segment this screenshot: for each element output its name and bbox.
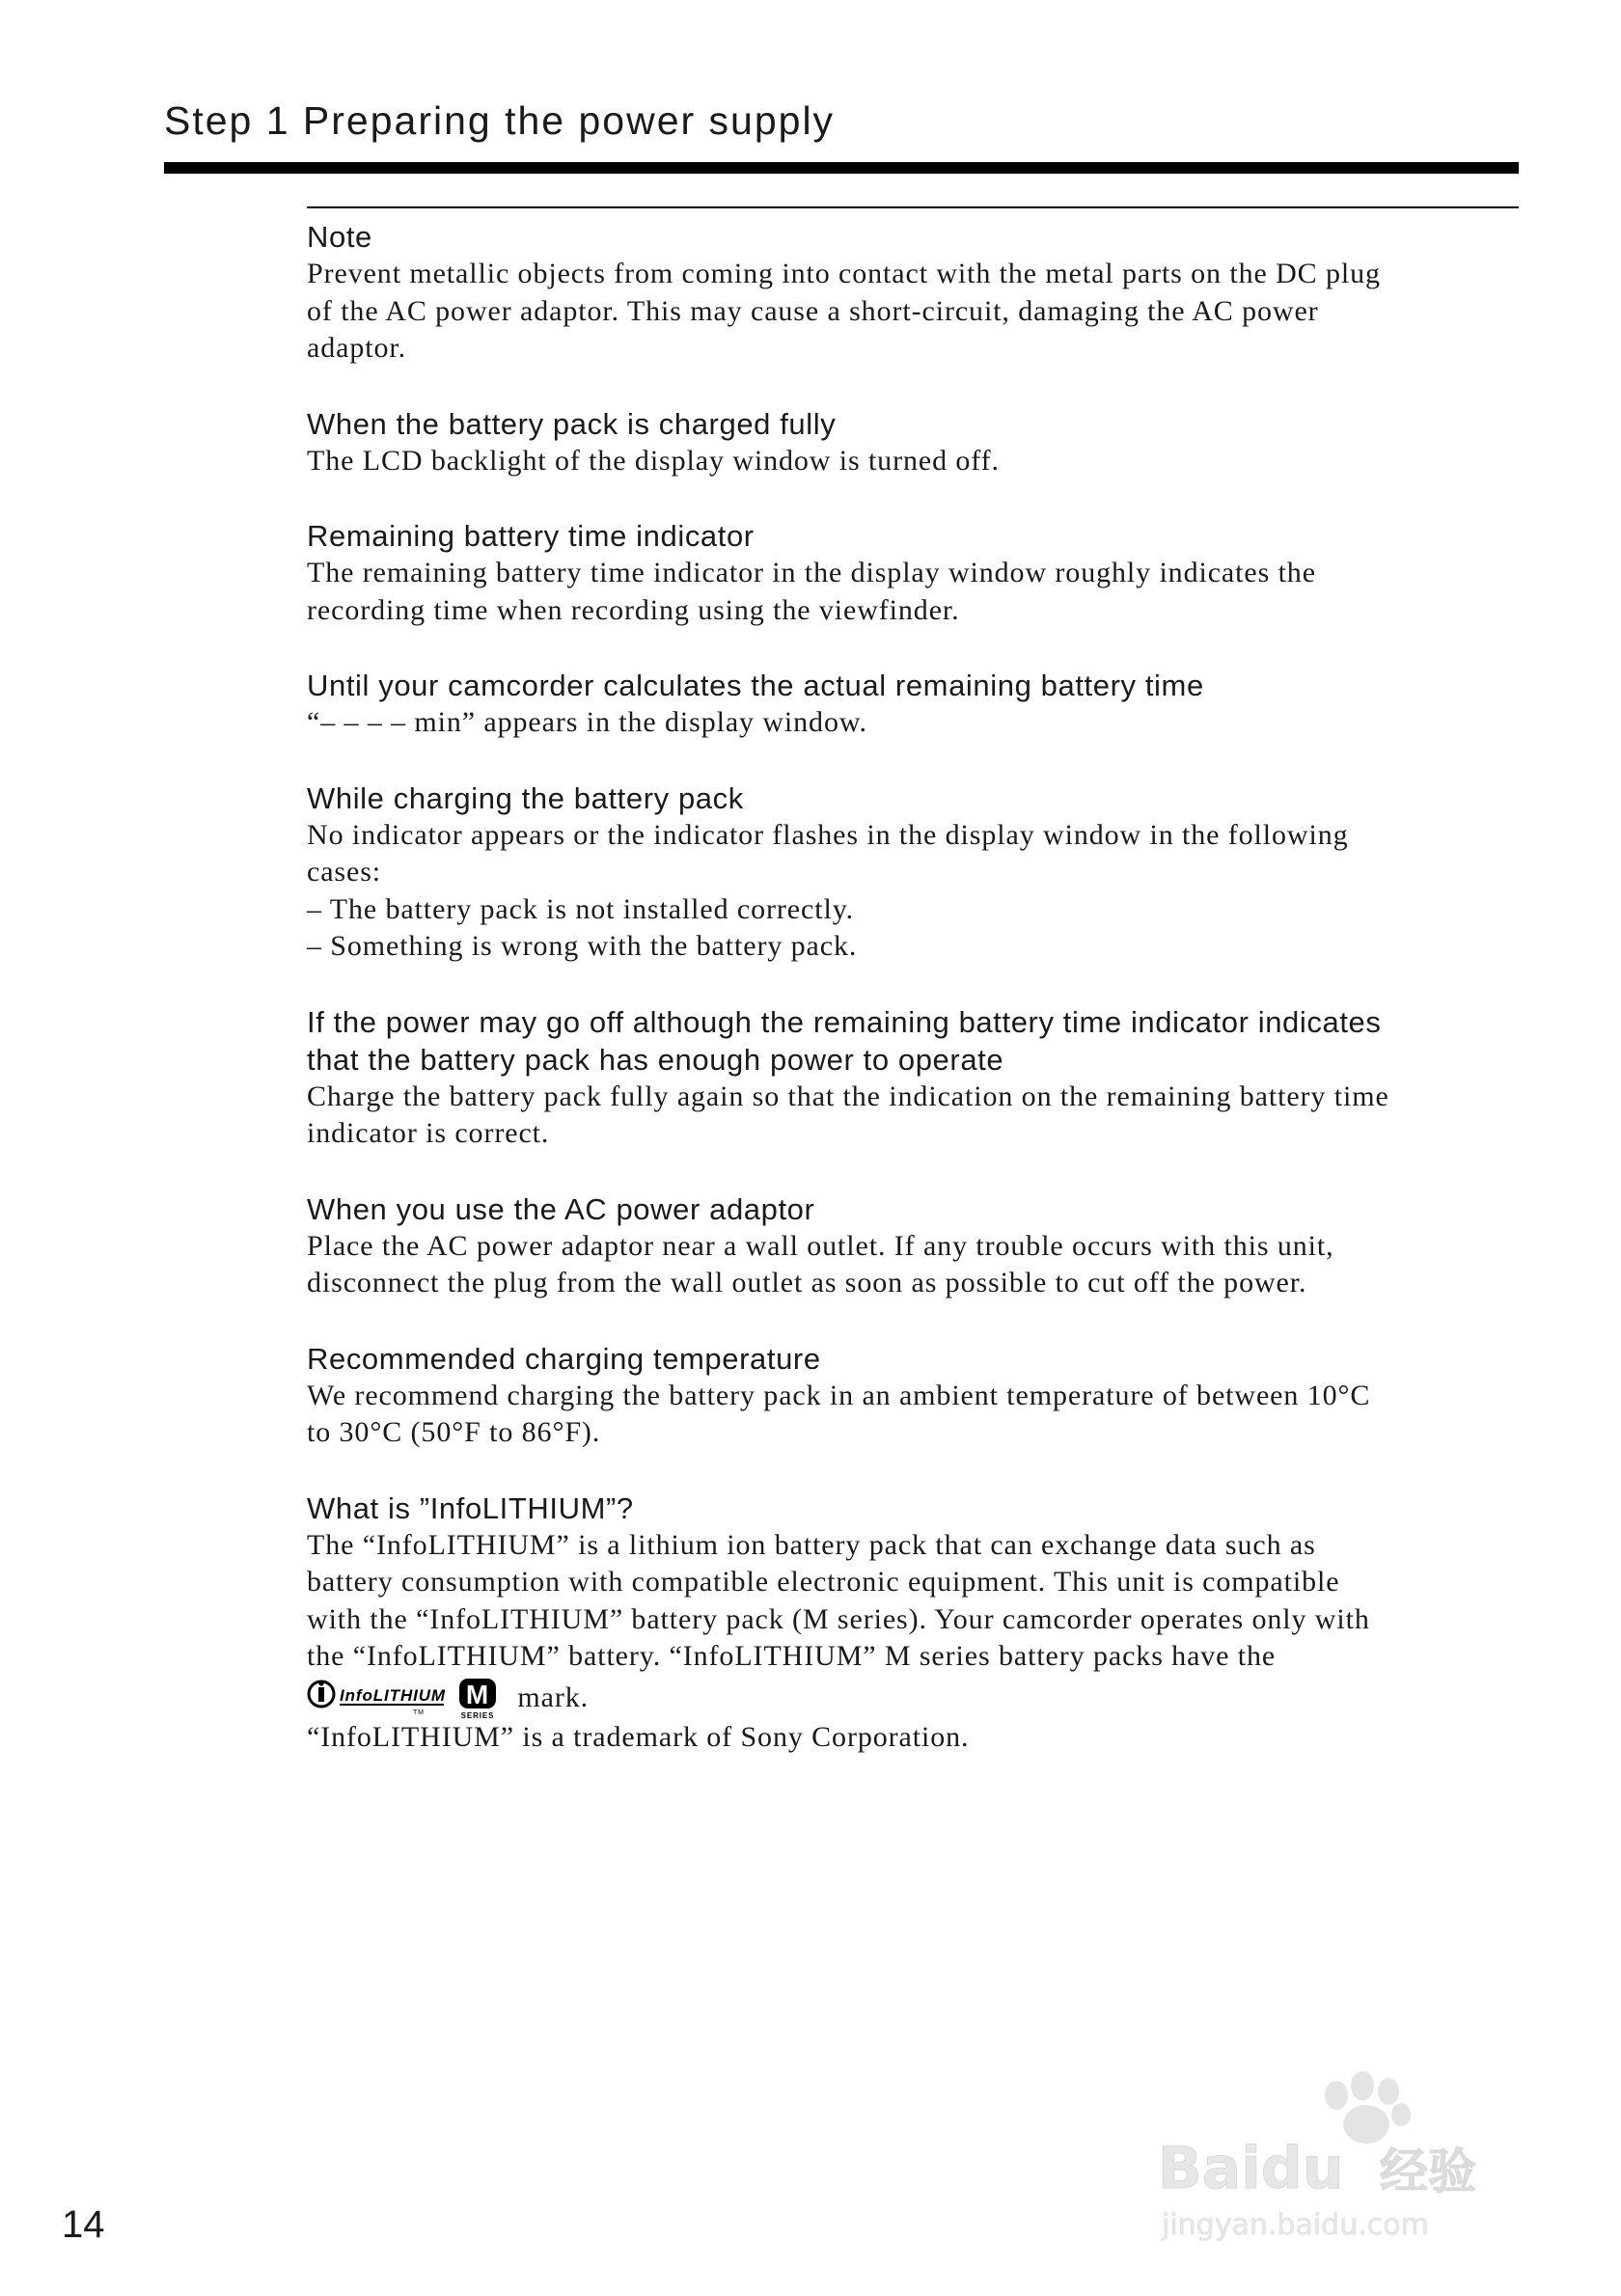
section-heading: What is ”InfoLITHIUM”? bbox=[307, 1490, 634, 1525]
section-infolithium bbox=[307, 1490, 1519, 1757]
body-line: The LCD backlight of the display window is turned off. bbox=[307, 444, 1000, 477]
logo-m-letter: M bbox=[465, 1679, 490, 1709]
section-while-charging bbox=[307, 779, 1519, 966]
section-heading: When the battery pack is charged fully bbox=[307, 406, 837, 441]
section-heading: Recommended charging temperature bbox=[307, 1341, 821, 1376]
body-line: indicator is correct. bbox=[307, 1117, 550, 1149]
body-line: recording time when recording using the viewfinder. bbox=[307, 593, 960, 626]
section-heading: If the power may go off although the remaining battery time indicator indicates bbox=[307, 1004, 1382, 1039]
body-line: Prevent metallic objects from coming into contact with the metal parts on the DC plug bbox=[307, 258, 1381, 289]
watermark-brand: Baidu bbox=[1158, 2135, 1344, 2202]
section-until-calculates bbox=[307, 667, 1519, 742]
page-title: Step 1 Preparing the power supply bbox=[164, 98, 836, 143]
section-charged-fully bbox=[307, 405, 1519, 480]
header-rule bbox=[164, 162, 1519, 174]
watermark-url: jingyan.baidu.com bbox=[1162, 2208, 1429, 2242]
logo-brand-text: InfoLITHIUM bbox=[340, 1685, 446, 1705]
body-line: the “InfoLITHIUM” battery. “InfoLITHIUM” M series battery packs have the bbox=[307, 1640, 1277, 1672]
section-heading: When you use the AC power adaptor bbox=[307, 1191, 815, 1226]
section-heading: Until your camcorder calculates the actual remaining battery time bbox=[307, 669, 1204, 702]
section-heading: Note bbox=[307, 220, 372, 254]
body-line: We recommend charging the battery pack in an ambient temperature of between 10°C bbox=[307, 1379, 1371, 1411]
section-note bbox=[307, 208, 1519, 368]
watermark-cn: 经验 bbox=[1380, 2144, 1476, 2200]
section-ac-adaptor bbox=[307, 1190, 1519, 1302]
logo-line bbox=[307, 1676, 1519, 1719]
body-line: The remaining battery time indicator in the display window roughly indicates the bbox=[307, 557, 1316, 588]
section-heading: While charging the battery pack bbox=[307, 780, 744, 815]
body-line: Place the AC power adaptor near a wall outlet. If any trouble occurs with this unit, bbox=[307, 1229, 1334, 1262]
infolithium-logo-icon bbox=[307, 1676, 509, 1720]
baidu-paw-icon bbox=[1148, 2055, 1534, 2248]
body-line: Charge the battery pack fully again so that the indication on the remaining battery time bbox=[307, 1080, 1389, 1112]
body-line: “– – – – min” appears in the display window. bbox=[307, 706, 867, 738]
body-line: adaptor. bbox=[307, 332, 407, 364]
body-line: of the AC power adaptor. This may cause a short-circuit, damaging the AC power bbox=[307, 294, 1319, 327]
section-heading: Remaining battery time indicator bbox=[307, 519, 755, 553]
content-column bbox=[307, 206, 1519, 1793]
section-temperature bbox=[307, 1340, 1519, 1452]
body-line: The “InfoLITHIUM” is a lithium ion battery pack that can exchange data such as bbox=[307, 1528, 1316, 1561]
watermark bbox=[1148, 2055, 1534, 2248]
body-line: battery consumption with compatible electronic equipment. This unit is compatible bbox=[307, 1566, 1340, 1598]
logo-suffix-text: mark. bbox=[517, 1681, 590, 1713]
logo-tm-text: TM bbox=[413, 1708, 425, 1716]
body-line: with the “InfoLITHIUM” battery pack (M series). Your camcorder operates only with bbox=[307, 1602, 1370, 1635]
body-line: disconnect the plug from the wall outlet as soon as possible to cut off the power. bbox=[307, 1267, 1307, 1298]
section-heading: that the battery pack has enough power to operate bbox=[307, 1042, 1004, 1077]
body-line: – The battery pack is not installed correctly. bbox=[307, 892, 855, 925]
body-line: cases: bbox=[307, 856, 382, 888]
logo-series-text: SERIES bbox=[460, 1710, 495, 1720]
trademark-line: “InfoLITHIUM” is a trademark of Sony Corporation. bbox=[307, 1720, 970, 1753]
body-line: – Something is wrong with the battery pack. bbox=[307, 930, 858, 962]
body-line: No indicator appears or the indicator flashes in the display window in the following bbox=[307, 818, 1349, 851]
section-power-goes-off bbox=[307, 1003, 1519, 1153]
page-number: 14 bbox=[62, 2203, 105, 2246]
body-line: to 30°C (50°F to 86°F). bbox=[307, 1416, 601, 1448]
section-remaining-time bbox=[307, 517, 1519, 629]
